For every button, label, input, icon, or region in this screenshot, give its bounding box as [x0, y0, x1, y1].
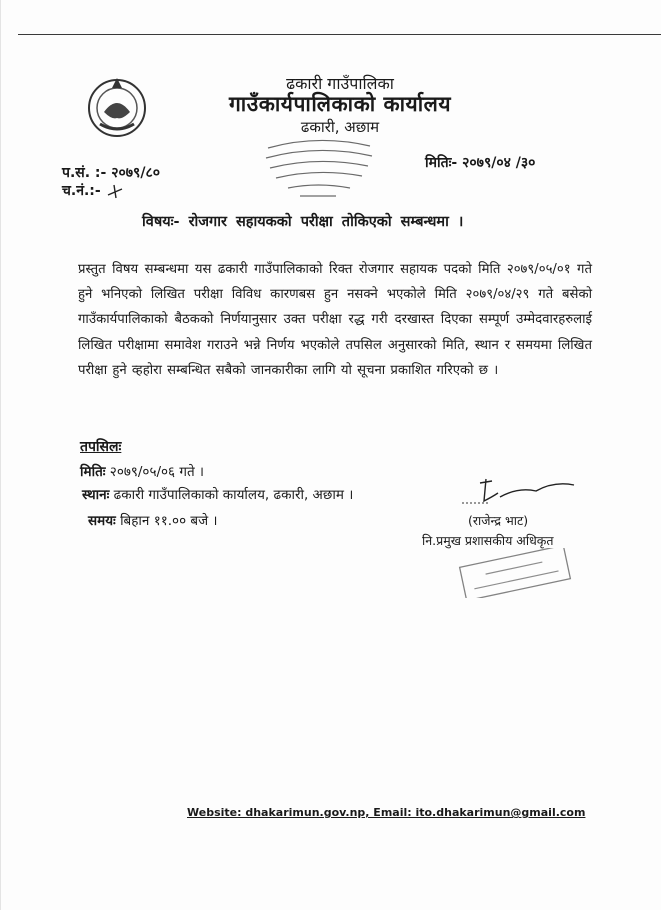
officer-rubber-stamp: [456, 548, 574, 598]
top-rule: [18, 34, 661, 35]
exam-time-label: समयः: [88, 513, 116, 529]
handwritten-mark-icon: [106, 183, 124, 199]
dispatch-number: [62, 181, 124, 200]
exam-time-row: [88, 511, 218, 529]
exam-date-value: २०७९/०५/०६ गते ।: [109, 464, 205, 480]
exam-time-value: बिहान ११.०० बजे ।: [120, 513, 218, 529]
office-seal-stamp: [258, 128, 378, 200]
office-location: ढकारी, अछाम: [300, 118, 380, 136]
signatory-name: (राजेन्द्र भाट): [468, 513, 529, 528]
issue-date: मितिः- २०७९/०४ /३०: [425, 155, 536, 171]
details-heading: तपसिलः: [80, 439, 122, 455]
municipality-name: ढकारी गाउँपालिका: [286, 74, 394, 93]
reference-number: प.सं. :- २०७९/८०: [62, 165, 161, 181]
exam-place-row: [82, 485, 353, 503]
dispatch-number-label: च.नं.:-: [62, 183, 101, 199]
office-title: गाउँकार्यपालिकाको कार्यालय: [228, 92, 452, 116]
exam-place-value: ढकारी गाउँपालिकाको कार्यालय, ढकारी, अछाम ।: [113, 487, 354, 503]
notice-body: प्रस्तुत विषय सम्बन्धमा यस ढकारी गाउँपालिकाको रिक्त रोजगार सहायक पदको मिति २०७९/०५/०१ गते हुने भनिएको लिखित परीक्षा विविध कारणबस हुन नसक्ने भएकोले मिति २०७९/०४/२९ गते बसेको गाउँकार्यपालिकाको बैठकको निर्णयानुसार उक्त परीक्षा रद्ध गरी दरखास्त दिएका सम्पूर्ण उम्मेदवारहरुलाई लिखित परीक्षामा समावेश गराउने भन्ने निर्णय भएकोले तपसिल अनुसारको मिति, स्थान र समयमा लिखित परीक्षा हुने व्हहोरा सम्बन्धित सबैको जानकारीका लागि यो सूचना प्रकाशित गरिएको छ ।: [78, 262, 592, 378]
nepal-emblem-icon: [82, 72, 152, 142]
exam-date-row: [80, 462, 204, 480]
exam-place-label: स्थानः: [82, 487, 110, 503]
subject-line: विषयः- रोजगार सहायकको परीक्षा तोकिएको सम्बन्धमा ।: [142, 214, 464, 230]
signatory-title: नि.प्रमुख प्रशासकीय अधिकृत: [422, 533, 554, 548]
footer-contact: Website: dhakarimun.gov.np, Email: ito.dhakarimun@gmail.com: [187, 806, 586, 819]
exam-date-label: मितिः: [80, 464, 106, 480]
signature-scribble: [458, 473, 582, 509]
